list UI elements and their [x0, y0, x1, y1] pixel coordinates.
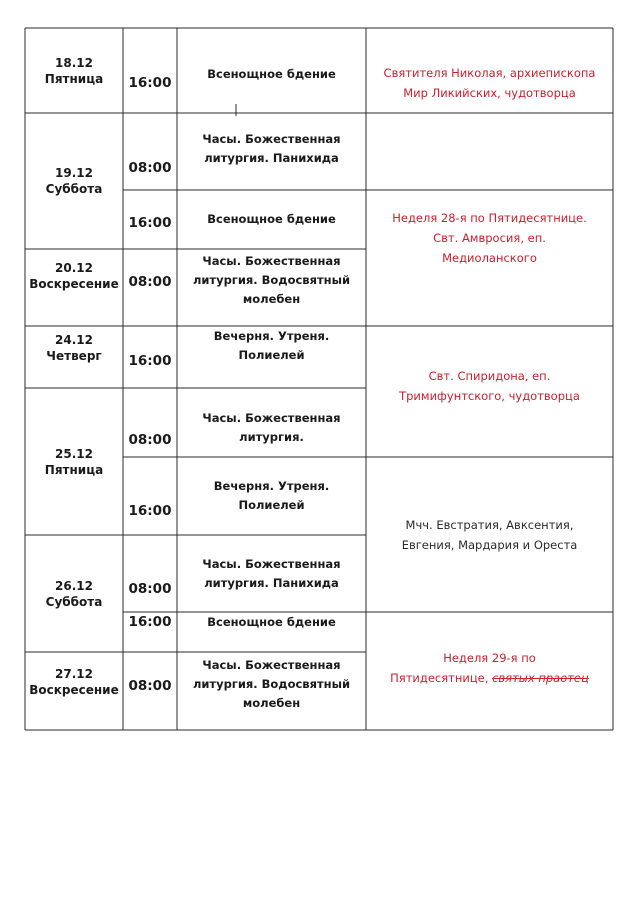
date-cell-18-12 — [25, 28, 123, 113]
service-line: литургия. Водосвятный — [192, 272, 351, 287]
feast-line: Свт. Спиридона, еп. — [428, 369, 551, 383]
day-label: Воскресение — [29, 683, 119, 697]
service-line: Всенощное бдение — [207, 66, 336, 81]
time-cell: 16:00 — [128, 614, 172, 630]
service-cell — [177, 326, 366, 366]
service-cell — [177, 388, 366, 468]
date-cell-26-12 — [25, 535, 123, 652]
feast-line-part: Пятидесятнице, — [390, 671, 489, 685]
feast-cell-sunday-28 — [366, 190, 613, 286]
day-label: Суббота — [45, 594, 103, 609]
time-cell: 16:00 — [128, 75, 172, 91]
service-cell — [177, 652, 366, 716]
day-label: Воскресение — [29, 277, 119, 291]
service-line: литургия. Панихида — [204, 575, 339, 590]
service-cell — [177, 457, 366, 535]
feast-cell-sunday-29 — [366, 612, 613, 724]
feast-line: Свт. Амвросия, еп. — [433, 231, 546, 245]
service-cell — [177, 249, 366, 311]
feast-line — [390, 668, 589, 688]
feast-line: Мчч. Евстратия, Авксентия, — [405, 517, 574, 532]
service-line: литургия. Водосвятный — [192, 676, 351, 691]
feast-cell-spyridon — [366, 326, 613, 446]
service-line: Часы. Божественная — [202, 411, 341, 425]
date-cell-20-12 — [25, 249, 123, 303]
service-cell — [177, 190, 366, 249]
service-line: молебен — [242, 291, 301, 306]
date-label: 24.12 — [55, 333, 93, 347]
service-line: Всенощное бдение — [207, 212, 336, 226]
feast-line: Святителя Николая, архиепископа — [383, 66, 596, 80]
date-label: 27.12 — [55, 667, 93, 681]
service-line: молебен — [242, 695, 301, 710]
date-cell-25-12 — [25, 388, 123, 535]
feast-line-italic: святых праотец — [492, 671, 589, 685]
time-cell: 16:00 — [128, 503, 172, 519]
service-cell — [177, 535, 366, 612]
feast-cell-martyrs — [366, 457, 613, 612]
date-cell-27-12 — [25, 652, 123, 712]
day-label: Пятница — [44, 462, 104, 477]
time-cell: 08:00 — [128, 432, 172, 448]
service-line: Полиелей — [238, 498, 305, 512]
time-cell: 08:00 — [128, 678, 172, 694]
service-line: литургия. Панихида — [204, 151, 339, 165]
date-cell-24-12 — [25, 326, 123, 370]
service-line: Всенощное бдение — [207, 614, 336, 629]
service-line: Часы. Божественная — [202, 556, 341, 571]
feast-line: Тримифунтского, чудотворца — [399, 389, 580, 403]
service-line: Часы. Божественная — [202, 657, 341, 672]
feast-line: Неделя 29-я по — [443, 651, 536, 665]
time-cell: 08:00 — [128, 274, 172, 290]
service-line: Полиелей — [238, 348, 305, 362]
date-label: 25.12 — [55, 446, 93, 461]
feast-line: Евгения, Мардария и Ореста — [401, 537, 578, 552]
time-cell: 16:00 — [128, 215, 172, 231]
service-line: Вечерня. Утреня. — [213, 329, 330, 343]
date-label: 26.12 — [55, 578, 93, 593]
service-line: Часы. Божественная — [202, 253, 341, 268]
service-line: Вечерня. Утреня. — [213, 479, 330, 493]
feast-line: Медиоланского — [442, 251, 537, 265]
date-label: 20.12 — [55, 261, 93, 275]
time-cell: 08:00 — [128, 160, 172, 176]
day-label: Четверг — [46, 349, 102, 363]
service-cell — [177, 612, 366, 632]
service-line: Часы. Божественная — [202, 132, 341, 146]
time-cell: 08:00 — [128, 581, 172, 597]
service-line: литургия. — [239, 430, 304, 444]
feast-line: Неделя 28-я по Пятидесятнице. — [392, 211, 587, 225]
date-cell-19-12 — [25, 113, 123, 249]
time-cell: 16:00 — [128, 353, 172, 369]
date-label: 18.12 — [55, 55, 93, 70]
service-cell — [177, 113, 366, 185]
day-label: Суббота — [45, 182, 103, 196]
feast-cell-nicholas — [366, 28, 613, 138]
date-label: 19.12 — [55, 166, 93, 180]
service-cell — [177, 28, 366, 120]
feast-line: Мир Ликийских, чудотворца — [403, 86, 576, 100]
day-label: Пятница — [44, 71, 104, 86]
